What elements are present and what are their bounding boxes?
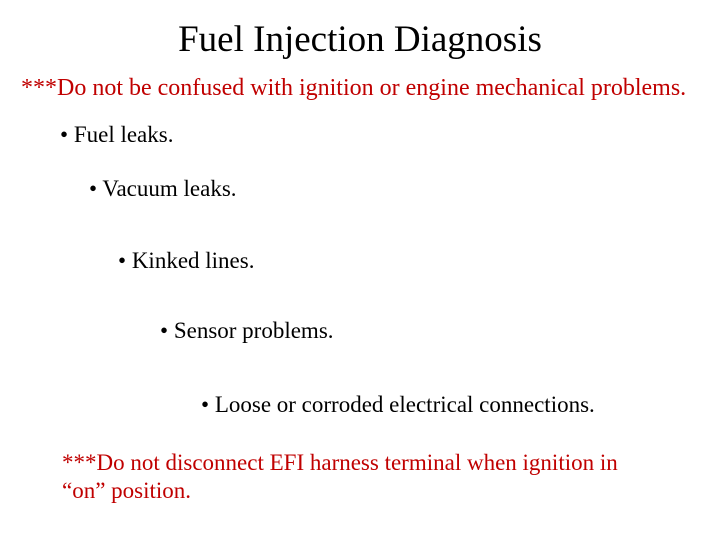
warning-bottom: ***Do not disconnect EFI harness terminal when ignition in “on” position. — [62, 450, 618, 503]
bullet-icon: • — [89, 176, 98, 201]
warning-top: ***Do not be confused with ignition or engine mechanical problems. — [21, 75, 687, 101]
bullet-item — [89, 174, 237, 204]
bullet-item — [118, 246, 254, 276]
bullet-icon: • — [118, 248, 127, 273]
bullet-icon: • — [160, 318, 169, 343]
bullet-item — [201, 390, 595, 420]
bullet-text: Fuel leaks. — [73, 122, 174, 147]
bullet-icon: • — [201, 392, 210, 417]
bullet-item — [160, 316, 334, 346]
bullet-text: Loose or corroded electrical connections. — [214, 392, 595, 417]
bullet-text: Vacuum leaks. — [102, 176, 237, 201]
bullet-text: Kinked lines. — [131, 248, 255, 273]
bullet-item — [60, 120, 173, 150]
slide-title: Fuel Injection Diagnosis — [178, 19, 542, 60]
bullet-icon: • — [60, 122, 69, 147]
bullet-text: Sensor problems. — [173, 318, 334, 343]
